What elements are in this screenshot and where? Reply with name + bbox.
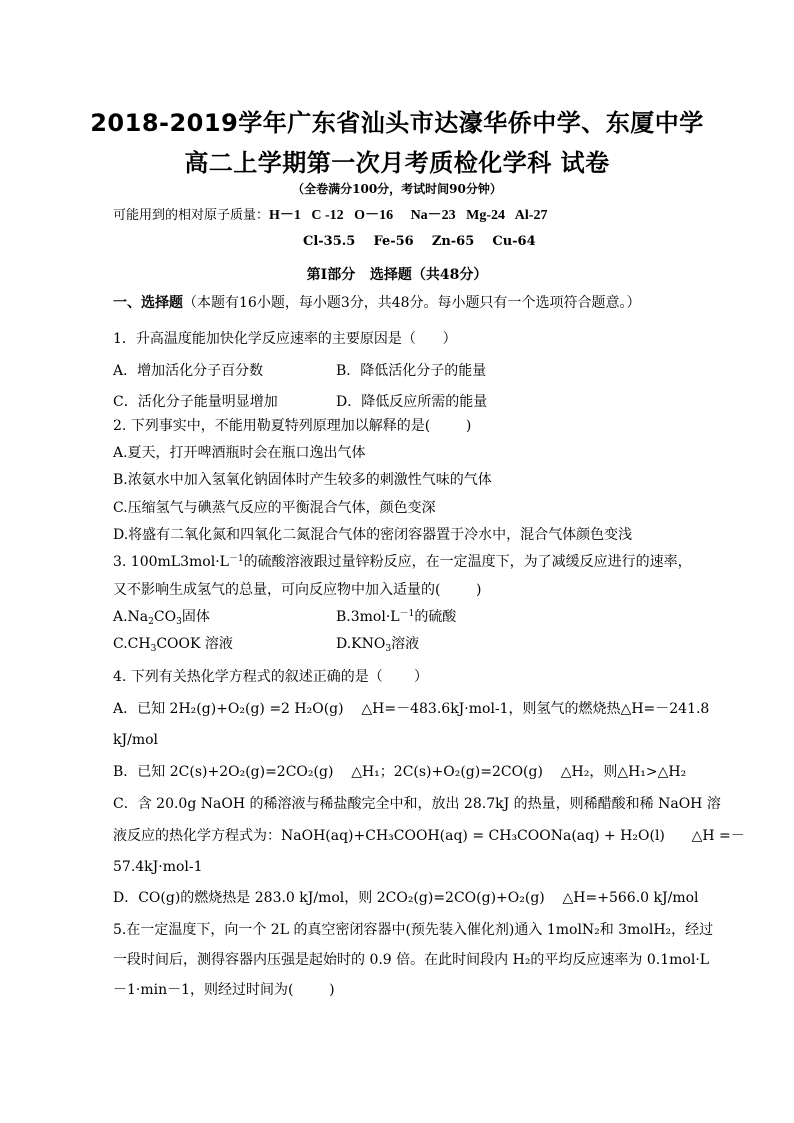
q3-c-prefix: C.CH bbox=[113, 636, 151, 652]
q4-option-c-line1: C．含 20.0g NaOH 的稀溶液与稀盐酸完全中和，放出 28.7kJ 的热量，则稀醋酸和稀 NaOH 溶 bbox=[113, 796, 721, 812]
q3-stem bbox=[113, 552, 692, 572]
exam-title-line1: 2018-2019学年广东省汕头市达濠华侨中学、东厦中学 bbox=[90, 109, 704, 137]
atomic-mass-values1: H－1 C -12 O－16 Na－23 Mg-24 Al-27 bbox=[269, 208, 548, 223]
q3-option-a bbox=[113, 607, 210, 627]
q2-option-a: A.夏天，打开啤酒瓶时会在瓶口逸出气体 bbox=[113, 445, 366, 461]
q1-option-b: B．降低活化分子的能量 bbox=[336, 363, 487, 379]
q5-line3: －1·min－1，则经过时间为( ) bbox=[113, 982, 335, 998]
q3-c-suffix: COOK 溶液 bbox=[156, 636, 233, 652]
q3-option-c bbox=[113, 634, 233, 654]
q1-option-c: C．活化分子能量明显增加 bbox=[113, 394, 278, 410]
q3-a-prefix: A.Na bbox=[113, 609, 149, 625]
q3-b-suffix: 的硫酸 bbox=[414, 609, 457, 625]
q2-option-c: C.压缩氢气与碘蒸气反应的平衡混合气体，颜色变深 bbox=[113, 500, 436, 516]
q3-d-suffix: 溶液 bbox=[391, 636, 420, 652]
q2-option-d: D.将盛有二氧化氮和四氧化二氮混合气体的密闭容器置于冷水中，混合气体颜色变浅 bbox=[113, 527, 633, 543]
q3-a-sub1: 2 bbox=[148, 617, 154, 627]
q4-stem: 4. 下列有关热化学方程式的叙述正确的是（ ） bbox=[113, 669, 428, 685]
exam-note: （全卷满分100分，考试时间90分钟） bbox=[292, 182, 502, 196]
q3-stem-suffix: 的硫酸溶液跟过量锌粉反应，在一定温度下，为了减缓反应进行的速率， bbox=[243, 554, 692, 570]
section-label: 一、选择题 bbox=[113, 295, 183, 311]
q3-a-suffix: 固体 bbox=[181, 609, 210, 625]
part-title: 第Ⅰ部分 选择题（共48分） bbox=[306, 267, 488, 283]
q3-option-d bbox=[336, 634, 419, 654]
exam-title-line2: 高二上学期第一次月考质检化学科 试卷 bbox=[184, 149, 610, 177]
q3-b-sup: －1 bbox=[399, 609, 415, 619]
q4-option-a-line2: kJ/mol bbox=[113, 732, 158, 748]
q2-option-b: B.浓氨水中加入氢氧化钠固体时产生较多的刺激性气味的气体 bbox=[113, 472, 492, 488]
q3-stem-prefix: 3. 100mL3mol·L bbox=[113, 554, 229, 570]
q4-option-a-line1: A．已知 2H₂(g)+O₂(g) =2 H₂O(g) △H=－483.6kJ·mol-1，则氢气的燃烧热△H=－241.8 bbox=[113, 701, 710, 717]
q3-option-b bbox=[336, 607, 456, 627]
atomic-mass-label: 可能用到的相对原子质量： bbox=[113, 208, 270, 223]
atomic-mass-line2: Cl-35.5 Fe-56 Zn-65 Cu-64 bbox=[303, 234, 536, 249]
q3-a-mid: CO bbox=[153, 609, 177, 625]
q3-stem-line2: 又不影响生成氢气的总量，可向反应物中加入适量的( ) bbox=[113, 582, 482, 598]
q5-line2: 一段时间后，测得容器内压强是起始时的 0.9 倍。在此时间段内 H₂的平均反应速率为 0.1mol·L bbox=[113, 952, 710, 968]
q4-option-c-line3: 57.4kJ·mol-1 bbox=[113, 859, 203, 875]
q4-option-b: B．已知 2C(s)+2O₂(g)=2CO₂(g) △H₁；2C(s)+O₂(g)=2CO(g) △H₂，则△H₁>△H₂ bbox=[113, 764, 687, 780]
q4-option-c-line2: 液反应的热化学方程式为：NaOH(aq)+CH₃COOH(aq) = CH₃COONa(aq) + H₂O(l) △H =－ bbox=[113, 828, 745, 844]
q3-stem-sup: －1 bbox=[228, 554, 244, 564]
q2-stem: 2. 下列事实中，不能用勒夏特列原理加以解释的是( ) bbox=[113, 418, 472, 434]
q4-option-d: D．CO(g)的燃烧热是 283.0 kJ/mol，则 2CO₂(g)=2CO(g)+O₂(g) △H=+566.0 kJ/mol bbox=[113, 890, 699, 906]
section-heading bbox=[113, 293, 641, 313]
q5-line1: 5.在一定温度下，向一个 2L 的真空密闭容器中(预先装入催化剂)通入 1molN₂和 3molH₂，经过 bbox=[113, 922, 714, 938]
q3-d-sub: 3 bbox=[385, 644, 392, 654]
q3-c-sub: 3 bbox=[150, 644, 157, 654]
q1-stem: 1．升高温度能加快化学反应速率的主要原因是（ ） bbox=[113, 331, 457, 347]
q3-d-prefix: D.KNO bbox=[336, 636, 386, 652]
q3-a-sub2: 3 bbox=[176, 617, 182, 627]
atomic-mass-line1 bbox=[113, 206, 547, 226]
section-instruction: （本题有16小题，每小题3分，共48分。每小题只有一个选项符合题意。） bbox=[183, 295, 641, 311]
q1-option-d: D．降低反应所需的能量 bbox=[336, 394, 488, 410]
q3-b-prefix: B.3mol·L bbox=[336, 609, 400, 625]
q1-option-a: A．增加活化分子百分数 bbox=[113, 363, 264, 379]
